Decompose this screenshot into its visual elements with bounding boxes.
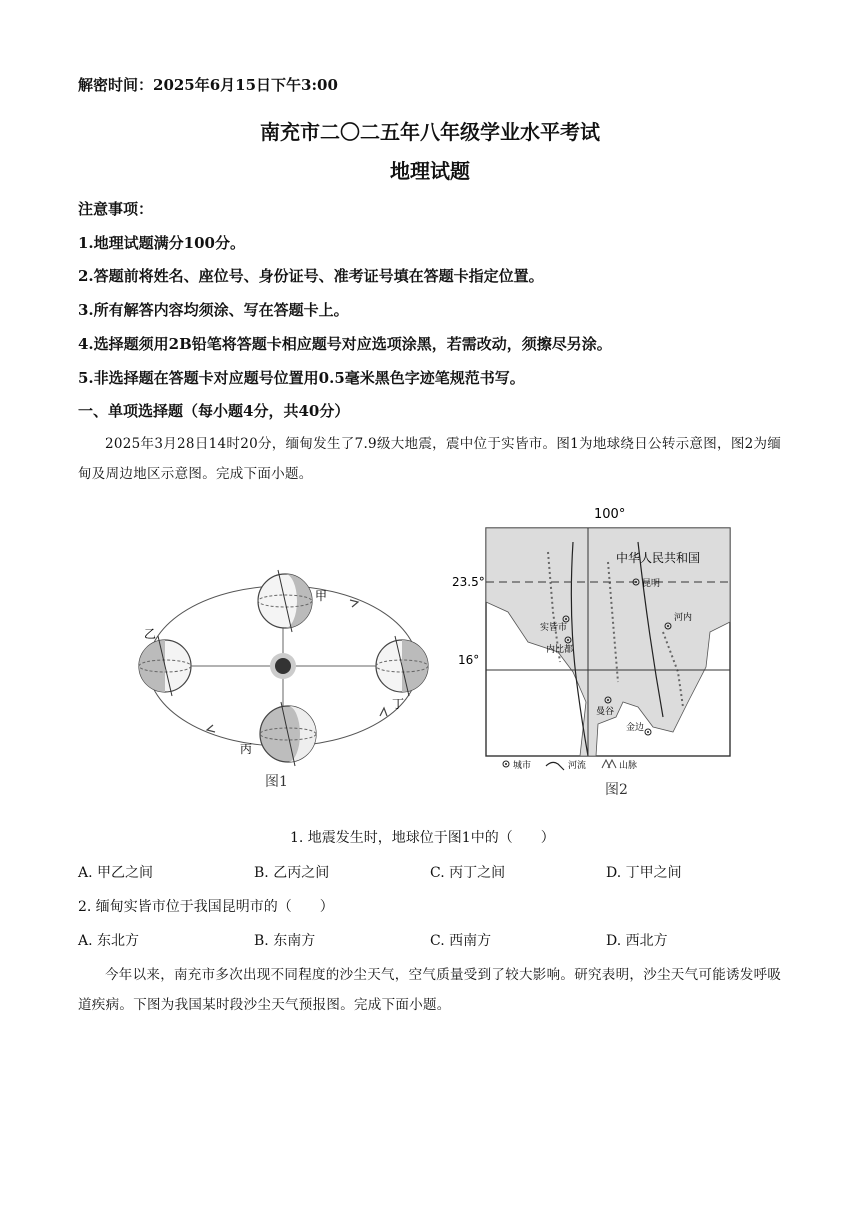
question-1-option-d: D. 丁甲之间	[606, 865, 682, 881]
map-label-kunming: 昆明	[642, 579, 661, 589]
figure1-caption: 图1	[265, 774, 288, 790]
map-label-phnom-penh: 金边	[626, 723, 645, 733]
earth-jia	[258, 570, 312, 632]
map-label-hanoi: 河内	[674, 613, 693, 623]
notes-item: 5.非选择题在答题卡对应题号位置用0.5毫米黑色字迹笔规范书写。	[78, 369, 525, 387]
question-1-option-a: A. 甲乙之间	[78, 865, 154, 881]
question-2-option-d: D. 西北方	[606, 933, 668, 949]
question-2-option-b: B. 东南方	[254, 933, 316, 949]
notes-item: 3.所有解答内容均须涂、写在答题卡上。	[78, 301, 349, 319]
label-yi: 乙	[144, 627, 157, 641]
earth-yi	[139, 636, 191, 696]
lat-23-5-label: 23.5°	[452, 575, 485, 589]
question-2-option-a: A. 东北方	[78, 933, 140, 949]
figure2-map	[448, 502, 738, 802]
section-heading: 一、单项选择题（每小题4分，共40分）	[78, 402, 350, 420]
label-bing: 丙	[240, 742, 253, 756]
question-1-option-b: B. 乙丙之间	[254, 865, 330, 881]
intro-paragraph-2: 今年以来，南充市多次出现不同程度的沙尘天气，空气质量受到了较大影响。研究表明，沙尘天气可能诱发呼吸道疾病。下图为我国某时段沙尘天气预报图。完成下面小题。	[78, 967, 782, 1013]
label-jia: 甲	[315, 589, 328, 603]
question-2-stem: 2. 缅甸实皆市位于我国昆明市的（ ）	[78, 899, 334, 915]
question-1-option-c: C. 丙丁之间	[430, 865, 506, 881]
svg-text:河流: 河流	[568, 761, 587, 771]
lon-100-label: 100°	[594, 507, 626, 522]
question-2-option-c: C. 西南方	[430, 933, 492, 949]
exam-title: 南充市二〇二五年八年级学业水平考试	[260, 120, 600, 144]
map-label-china: 中华人民共和国	[616, 551, 701, 565]
map-legend	[503, 759, 637, 771]
earth-ding	[376, 636, 428, 696]
figure1-orbit-diagram	[130, 556, 440, 796]
map-label-naypyidaw: 内比都	[546, 645, 574, 655]
notes-item: 4.选择题须用2B铅笔将答题卡相应题号对应选项涂黑，若需改动，须擦尽另涂。	[78, 335, 612, 353]
intro-paragraph: 2025年3月28日14时20分，缅甸发生了7.9级大地震，震中位于实皆市。图1为地球绕日公转示意图，图2为缅甸及周边地区示意图。完成下面小题。	[78, 436, 782, 482]
label-ding: 丁	[392, 697, 405, 711]
unseal-time: 解密时间：2025年6月15日下午3:00	[78, 76, 338, 94]
notes-item: 2.答题前将姓名、座位号、身份证号、准考证号填在答题卡指定位置。	[78, 267, 544, 285]
notes-heading: 注意事项：	[78, 200, 154, 218]
exam-subtitle: 地理试题	[390, 159, 470, 183]
earth-bing	[260, 702, 316, 766]
question-1-stem: 1. 地震发生时，地球位于图1中的（ ）	[290, 830, 555, 846]
figure2-caption: 图2	[605, 782, 628, 798]
lat-16-label: 16°	[458, 653, 480, 667]
notes-item: 1.地理试题满分100分。	[78, 234, 245, 252]
svg-text:城市: 城市	[513, 761, 532, 771]
svg-text:山脉: 山脉	[619, 761, 638, 771]
map-label-sagaing: 实皆市	[540, 623, 568, 633]
map-label-bangkok: 曼谷	[596, 707, 615, 717]
